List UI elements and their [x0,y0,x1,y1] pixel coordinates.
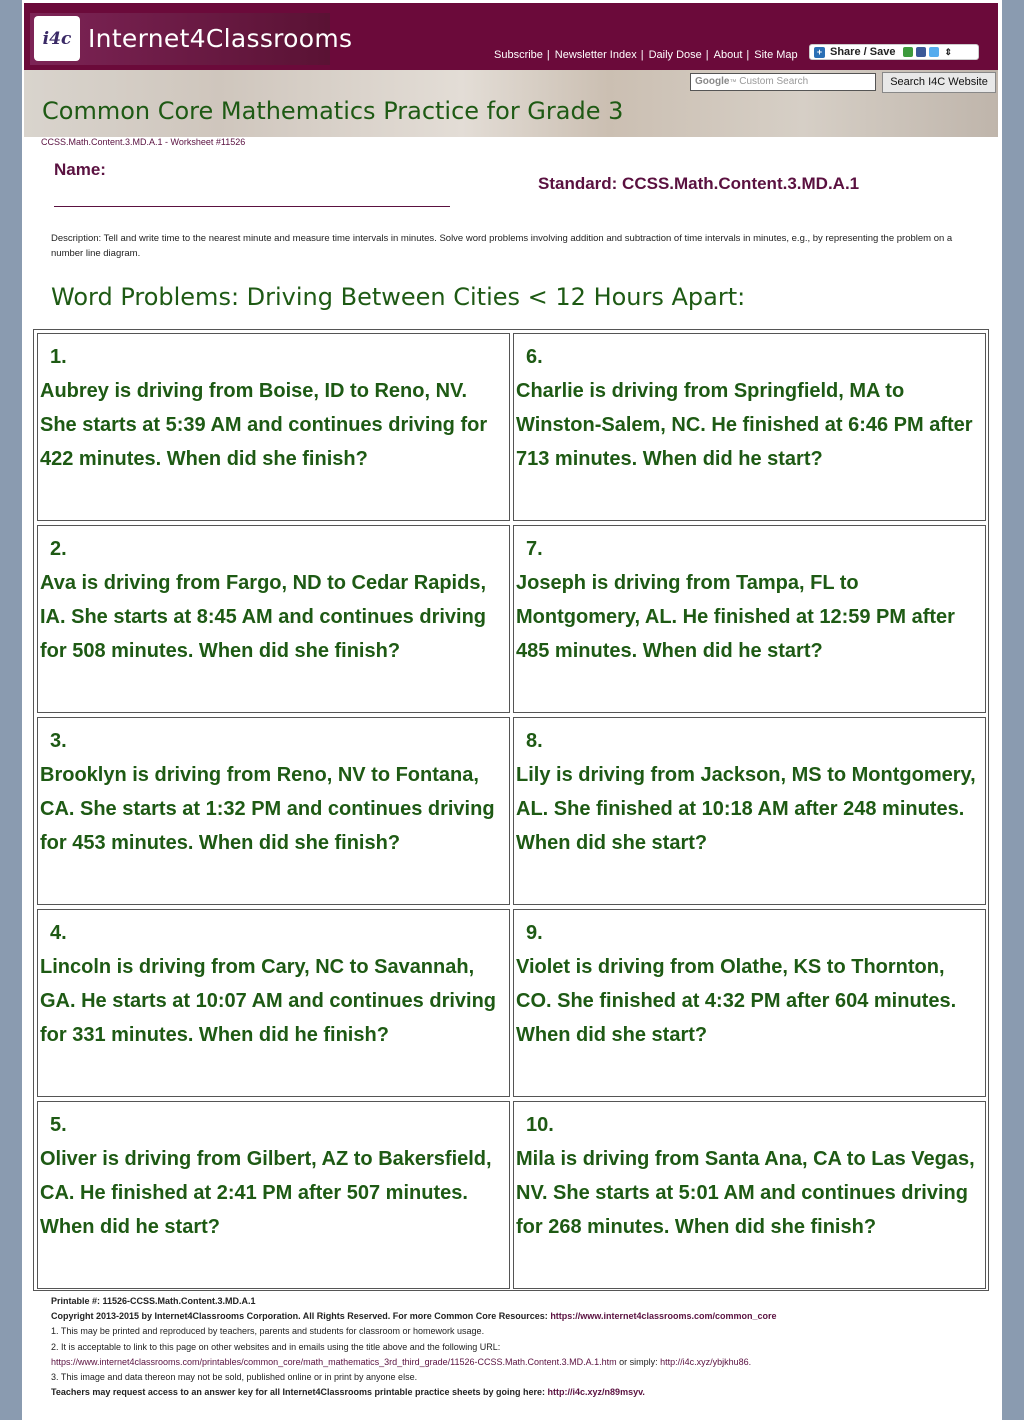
copyright-text: Copyright 2013-2015 by Internet4Classrooms Corporation. All Rights Reserved. For more Common Core Resources: [51,1311,548,1322]
problem-text: Mila is driving from Santa Ana, CA to Las Vegas, NV. She starts at 5:01 AM and continues driving for 268 minutes. When did she finish? [516,1148,975,1238]
problem-text: Charlie is driving from Springfield, MA to Winston-Salem, NC. He finished at 6:46 PM after 713 minutes. When did he start? [516,380,973,470]
problem-grid [33,329,989,1291]
nav-about[interactable]: About [713,49,743,61]
problem-number: 2. [50,538,67,560]
search-button[interactable]: Search I4C Website [882,72,996,93]
usage-note-2-urls [51,1355,991,1370]
common-core-link[interactable]: https://www.internet4classrooms.com/common_core [550,1311,777,1322]
site-logo[interactable] [30,13,353,65]
nav-subscribe[interactable]: Subscribe [494,49,543,61]
problem-number: 7. [526,538,543,560]
problem-cell-7 [513,525,986,713]
email-share-icon[interactable] [903,47,913,57]
name-label: Name: [54,160,106,179]
problem-number: 4. [50,922,67,944]
worksheet-title: Word Problems: Driving Between Cities < 12 Hours Apart: [51,283,746,311]
problem-cell-9 [513,909,986,1097]
nav-daily-dose[interactable]: Daily Dose [648,49,702,61]
problem-cell-2 [37,525,510,713]
short-url-link[interactable]: http://i4c.xyz/ybjkhu86. [660,1356,752,1367]
problem-cell-1 [37,333,510,521]
problem-number: 9. [526,922,543,944]
usage-note-3: 3. This image and data thereon may not be sold, published online or in print by anyone else. [51,1372,418,1383]
problem-text: Oliver is driving from Gilbert, AZ to Bakersfield, CA. He finished at 2:41 PM after 507 minutes. When did he start? [40,1148,492,1238]
problem-cell-6 [513,333,986,521]
nav-newsletter-index[interactable]: Newsletter Index [554,49,637,61]
problem-text: Aubrey is driving from Boise, ID to Reno, NV. She starts at 5:39 AM and continues driving for 422 minutes. When did she finish? [40,380,488,470]
printable-number: Printable #: 11526-CCSS.Math.Content.3.MD.A.1 [51,1296,256,1306]
worksheet-url-link[interactable]: https://www.internet4classrooms.com/printables/common_core/math_mathematics_3rd_third_grade/11526-CCSS.Math.Content.3.MD.A.1.htm [51,1356,617,1367]
facebook-icon[interactable] [916,47,926,57]
usage-note-2: 2. It is acceptable to link to this page on other websites and in emails using the title above and the following URL: [51,1341,501,1352]
nav-separator: | [640,49,644,61]
problem-cell-4 [37,909,510,1097]
custom-search-input[interactable] [690,73,876,91]
copyright-line [51,1309,991,1324]
search-placeholder: Custom Search [739,76,809,87]
share-dropdown-icon[interactable]: ⇕ [944,46,952,57]
problem-number: 3. [50,730,67,752]
share-save-label: Share / Save [830,46,896,58]
nav-separator: | [705,49,709,61]
logo-mark: i4c [34,16,80,61]
logo-text: Internet4Classrooms [88,24,353,53]
problem-text: Brooklyn is driving from Reno, NV to Fontana, CA. She starts at 1:32 PM and continues driving for 453 minutes. When did she finish? [40,764,495,854]
problem-number: 8. [526,730,543,752]
google-logo: ™ [729,79,737,86]
problem-number: 1. [50,346,67,368]
worksheet-page [22,0,1002,1420]
name-blank-line [54,206,450,207]
page-title: Common Core Mathematics Practice for Grade 3 [42,97,624,125]
problem-cell-3 [37,717,510,905]
answer-key-text: Teachers may request access to an answer key for all Internet4Classrooms printable practice sheets by going here: [51,1387,546,1398]
worksheet-id: CCSS.Math.Content.3.MD.A.1 - Worksheet #11526 [41,137,246,147]
description: Description: Tell and write time to the nearest minute and measure time intervals in minutes. Solve word problems involving addition and subtraction of time intervals in minutes, e.g., by representing the problem on a number line diagram. [51,233,953,259]
google-logo: Google [695,76,730,87]
standard-label: Standard: CCSS.Math.Content.3.MD.A.1 [538,174,860,193]
problem-text: Joseph is driving from Tampa, FL to Montgomery, AL. He finished at 12:59 PM after 485 minutes. When did he start? [516,572,955,662]
problem-number: 10. [526,1114,554,1136]
or-simply-text: or simply: [616,1356,661,1367]
nav-separator: | [546,49,550,61]
usage-note-1: 1. This may be printed and reproduced by teachers, parents and students for classroom or homework usage. [51,1326,485,1337]
footer [51,1294,991,1400]
answer-key-link[interactable]: http://i4c.xyz/n89msyv. [547,1387,645,1398]
nav-site-map[interactable]: Site Map [754,49,798,61]
problem-text: Lily is driving from Jackson, MS to Montgomery, AL. She finished at 10:18 AM after 248 minutes. When did she start? [516,764,976,854]
site-header [24,3,998,70]
problem-text: Lincoln is driving from Cary, NC to Savannah, GA. He starts at 10:07 AM and continues driving for 331 minutes. When did he finish? [40,956,497,1046]
problem-text: Ava is driving from Fargo, ND to Cedar Rapids, IA. She starts at 8:45 AM and continues driving for 508 minutes. When did she finish? [40,572,487,662]
answer-key-line [51,1385,991,1400]
problem-text: Violet is driving from Olathe, KS to Thornton, CO. She finished at 4:32 PM after 604 minutes. When did she start? [516,956,957,1046]
share-plus-icon: + [814,47,825,58]
problem-cell-8 [513,717,986,905]
top-nav [494,49,800,61]
nav-separator: | [746,49,750,61]
problem-number: 5. [50,1114,67,1136]
twitter-icon[interactable] [929,47,939,57]
banner [24,70,998,137]
problem-number: 6. [526,346,543,368]
problem-cell-5 [37,1101,510,1289]
share-save-button[interactable] [809,44,979,60]
problem-cell-10 [513,1101,986,1289]
